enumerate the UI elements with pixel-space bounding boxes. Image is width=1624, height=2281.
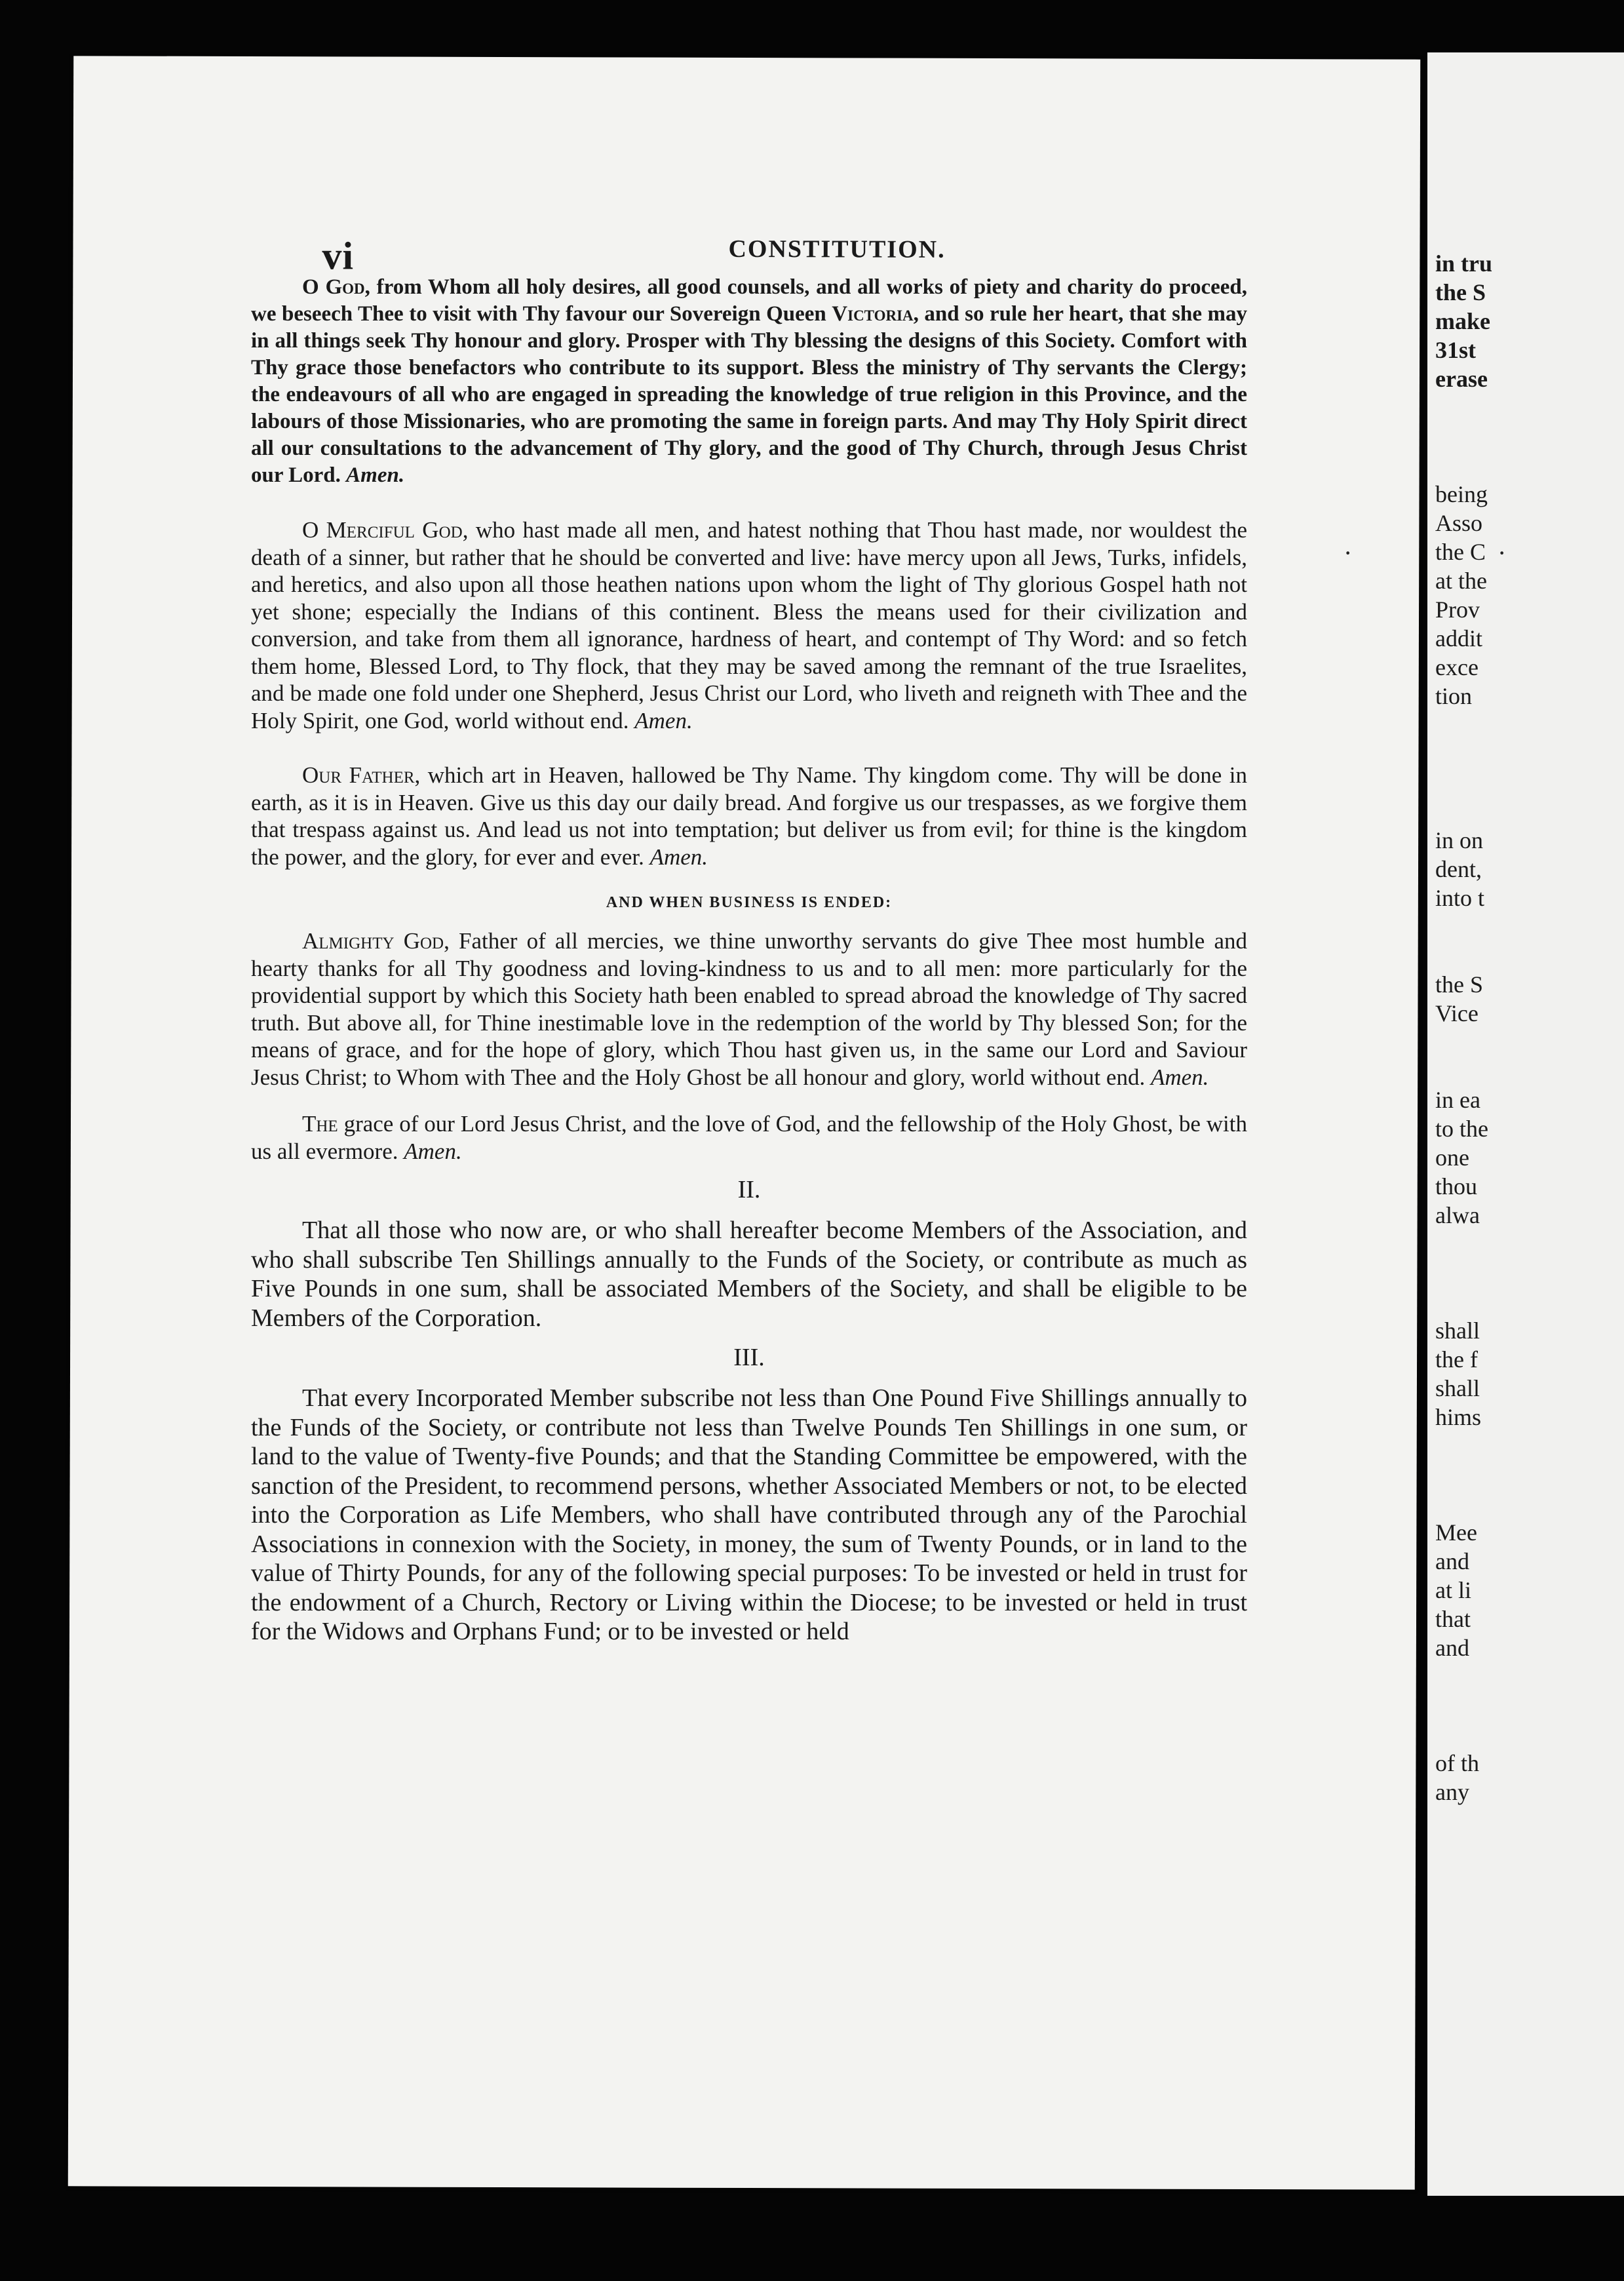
facing-page-fragment xyxy=(1435,1287,1514,1316)
facing-page-fragment xyxy=(1435,912,1514,941)
facing-page-fragment: the S xyxy=(1435,971,1484,998)
facing-page-fragment: shall xyxy=(1435,1375,1480,1401)
facing-page-fragment: make xyxy=(1435,308,1490,334)
facing-page-fragment: exce xyxy=(1435,654,1479,680)
facing-page-fragment: to the xyxy=(1435,1116,1488,1142)
prayer-lead: The xyxy=(302,1111,338,1137)
facing-page-fragment xyxy=(1435,1460,1514,1489)
facing-page-fragment xyxy=(1435,1258,1514,1287)
facing-page-fragment xyxy=(1435,711,1514,739)
facing-page-fragment xyxy=(1435,739,1514,768)
facing-page-text xyxy=(1435,249,1514,1806)
facing-page-fragment: addit xyxy=(1435,625,1482,652)
facing-page-fragment: tion xyxy=(1435,683,1473,709)
binding-mark: · xyxy=(1498,538,1507,568)
facing-page-fragment: at the xyxy=(1435,568,1487,594)
thanksgiving-prayer xyxy=(251,927,1247,1091)
article-text: That every Incorporated Member subscribe not less than One Pound Five Shillings annually to the Funds of the Society, or contribute not less than Twelve Pounds Ten Shillings in one sum, or land to the value of Twenty-five Pounds; and that the Standing Committee be empowered, with the sanction of the President, to recommend persons, whether Associated Members or not, to be elected into the Corporation as Life Members, who shall have contributed through any of the Parochial Associations in connexion with the Society, in money, the sum of Twenty Pounds, or in land to the value of Thirty Pounds, for any of the following special purposes: To be invested or held in trust for the endowment of a Church, Rectory or Living within the Diocese; to be invested or held in trust for the Widows and Orphans Fund; or to be invested or held xyxy=(251,1384,1247,1645)
facing-page-fragment: Mee xyxy=(1435,1519,1477,1546)
facing-page-fragment: and xyxy=(1435,1635,1469,1661)
facing-page-fragment: being xyxy=(1435,481,1488,507)
facing-page-fragment xyxy=(1435,1691,1514,1720)
prayer-amen: Amen. xyxy=(404,1138,462,1164)
prayer-amen: Amen. xyxy=(649,844,708,870)
prayer-lead: Our Father xyxy=(302,762,415,788)
facing-page-fragment xyxy=(1435,1489,1514,1518)
facing-page-fragment: in on xyxy=(1435,827,1484,853)
facing-page-fragment: erase xyxy=(1435,366,1488,392)
prayer-lead: O God xyxy=(302,275,365,299)
facing-page-fragment: Asso xyxy=(1435,510,1483,536)
facing-page-fragment xyxy=(1435,768,1514,797)
facing-page-fragment: thou xyxy=(1435,1173,1478,1199)
facing-page-fragment xyxy=(1435,797,1514,826)
facing-page-fragment xyxy=(1435,451,1514,480)
prayer-amen: Amen. xyxy=(634,707,693,733)
facing-page-fragment: the f xyxy=(1435,1346,1478,1373)
prayer-text: , Father of all mercies, we thine unworthy servants do give Thee most humble and hearty thanks for all Thy goodness and loving-kindness to us and to all men: more particularly for the providential support by which this Society hath been enabled to spread abroad the knowledge of Thy sacred truth. But above all, for Thine inestimable love in the redemption of the world by Thy blessed Son; for the means of grace, and for the hope of glory, which Thou hast given us, in the same our Lord and Saviour Jesus Christ; to Whom with Thee and the Holy Ghost be all honour and glory, world without end. xyxy=(251,928,1248,1090)
running-title: CONSTITUTION. xyxy=(728,235,946,263)
prayer-text: , and so rule her heart, that she may in all things seek Thy honour and glory. Prosper with Thy blessing the designs of this Society. Comfort with Thy grace those benefactors who contribute to its support. Bless the ministry of Thy servants the Clergy; the endeavours of all who are engaged in spreading the knowledge of true religion in this Province, and the labours of those Missionaries, who are promoting the same in foreign parts. And may Thy Holy Spirit direct all our consultations to the advancement of Thy glory, and the good of Thy Church, through Jesus Christ our Lord. xyxy=(251,302,1247,487)
binding-mark: · xyxy=(1344,538,1353,568)
lords-prayer xyxy=(251,762,1247,870)
article-numeral: III. xyxy=(733,1344,765,1371)
facing-page-fragment: dent, xyxy=(1435,856,1482,882)
facing-page-fragment: of th xyxy=(1435,1750,1479,1776)
facing-page-fragment xyxy=(1435,1662,1514,1691)
page-body xyxy=(251,274,1247,1647)
subheading: AND WHEN BUSINESS IS ENDED: xyxy=(606,894,893,911)
prayer-for-queen xyxy=(251,274,1247,489)
facing-page-fragment xyxy=(1435,1432,1514,1460)
prayer-text: grace of our Lord Jesus Christ, and the love of God, and the fellowship of the Holy Ghost, be with us all evermore. xyxy=(251,1111,1247,1164)
prayer-text: , from Whom all holy desires, all good counsels, and all works of piety and charity do proceed, we beseech Thee to visit with Thy favour our Sovereign Queen xyxy=(251,275,1247,326)
facing-page-fragment: at li xyxy=(1435,1577,1471,1603)
facing-page-fragment: in ea xyxy=(1435,1087,1480,1113)
prayer-amen: Amen. xyxy=(1150,1064,1209,1090)
prayer-for-all-men xyxy=(251,517,1247,734)
facing-page-fragment xyxy=(1435,1720,1514,1749)
facing-page-fragment: in tru xyxy=(1435,250,1493,277)
facing-page-fragment xyxy=(1435,1057,1514,1085)
facing-page-fragment: 31st xyxy=(1435,337,1476,363)
facing-page-fragment xyxy=(1435,393,1514,422)
facing-page-fragment: hims xyxy=(1435,1404,1482,1430)
prayer-lead: O Merciful God xyxy=(302,517,463,543)
article-numeral: II. xyxy=(737,1176,761,1203)
facing-page-fragment xyxy=(1435,1230,1514,1258)
prayer-lead: Almighty God xyxy=(302,928,444,954)
prayer-name: Victoria xyxy=(832,302,914,326)
page-number: vi xyxy=(322,234,355,278)
facing-page-fragment: and xyxy=(1435,1548,1469,1574)
prayer-text: , who hast made all men, and hatest nothing that Thou hast made, nor wouldest the death of a sinner, but rather that he should be converted and live: have mercy upon all Jews, Turks, infidels, and heretics, and also upon all those heathen nations upon whom the light of Thy glorious Gospel hath not yet shone; especially the Indians of this continent. Bless the means used for their civilization and conversion, and take from them all ignorance, hardness of heart, and contempt of Thy Word: and so fetch them home, Blessed Lord, to Thy flock, that they may be saved among the remnant of the true Israelites, and be made one fold under one Shepherd, Jesus Christ our Lord, who liveth and reigneth with Thee and the Holy Spirit, one God, world without end. xyxy=(251,517,1247,733)
facing-page-fragment xyxy=(1435,1028,1514,1057)
facing-page-fragment xyxy=(1435,941,1514,970)
facing-page-fragment: that xyxy=(1435,1606,1471,1632)
the-grace xyxy=(251,1110,1247,1165)
facing-page-fragment: Prov xyxy=(1435,596,1480,623)
prayer-amen: Amen. xyxy=(346,463,405,487)
facing-page-fragment: any xyxy=(1435,1779,1469,1805)
prayer-text: , which art in Heaven, hallowed be Thy Name. Thy kingdom come. Thy will be done in earth, as it is in Heaven. Give us this day our daily bread. And forgive us our trespasses, as we forgive them that trespass against us. And lead us not into temptation; but deliver us from evil; for thine is the kingdom the power, and the glory, for ever and ever. xyxy=(251,762,1247,870)
facing-page-fragment: shall xyxy=(1435,1317,1480,1344)
facing-page-fragment: one xyxy=(1435,1144,1469,1171)
facing-page-fragment: the C xyxy=(1435,539,1486,565)
article-text: That all those who now are, or who shall hereafter become Members of the Association, and who shall subscribe Ten Shillings annually to the Funds of the Society, or contribute as much as Five Pounds in one sum, shall be associated Members of the Society, and shall be eligible to be Members of the Corporation. xyxy=(251,1217,1247,1332)
facing-page-fragment: alwa xyxy=(1435,1202,1480,1228)
facing-page-fragment: the S xyxy=(1435,279,1486,305)
facing-page-fragment: into t xyxy=(1435,885,1485,911)
facing-page-fragment: Vice xyxy=(1435,1000,1479,1026)
facing-page-fragment xyxy=(1435,422,1514,451)
